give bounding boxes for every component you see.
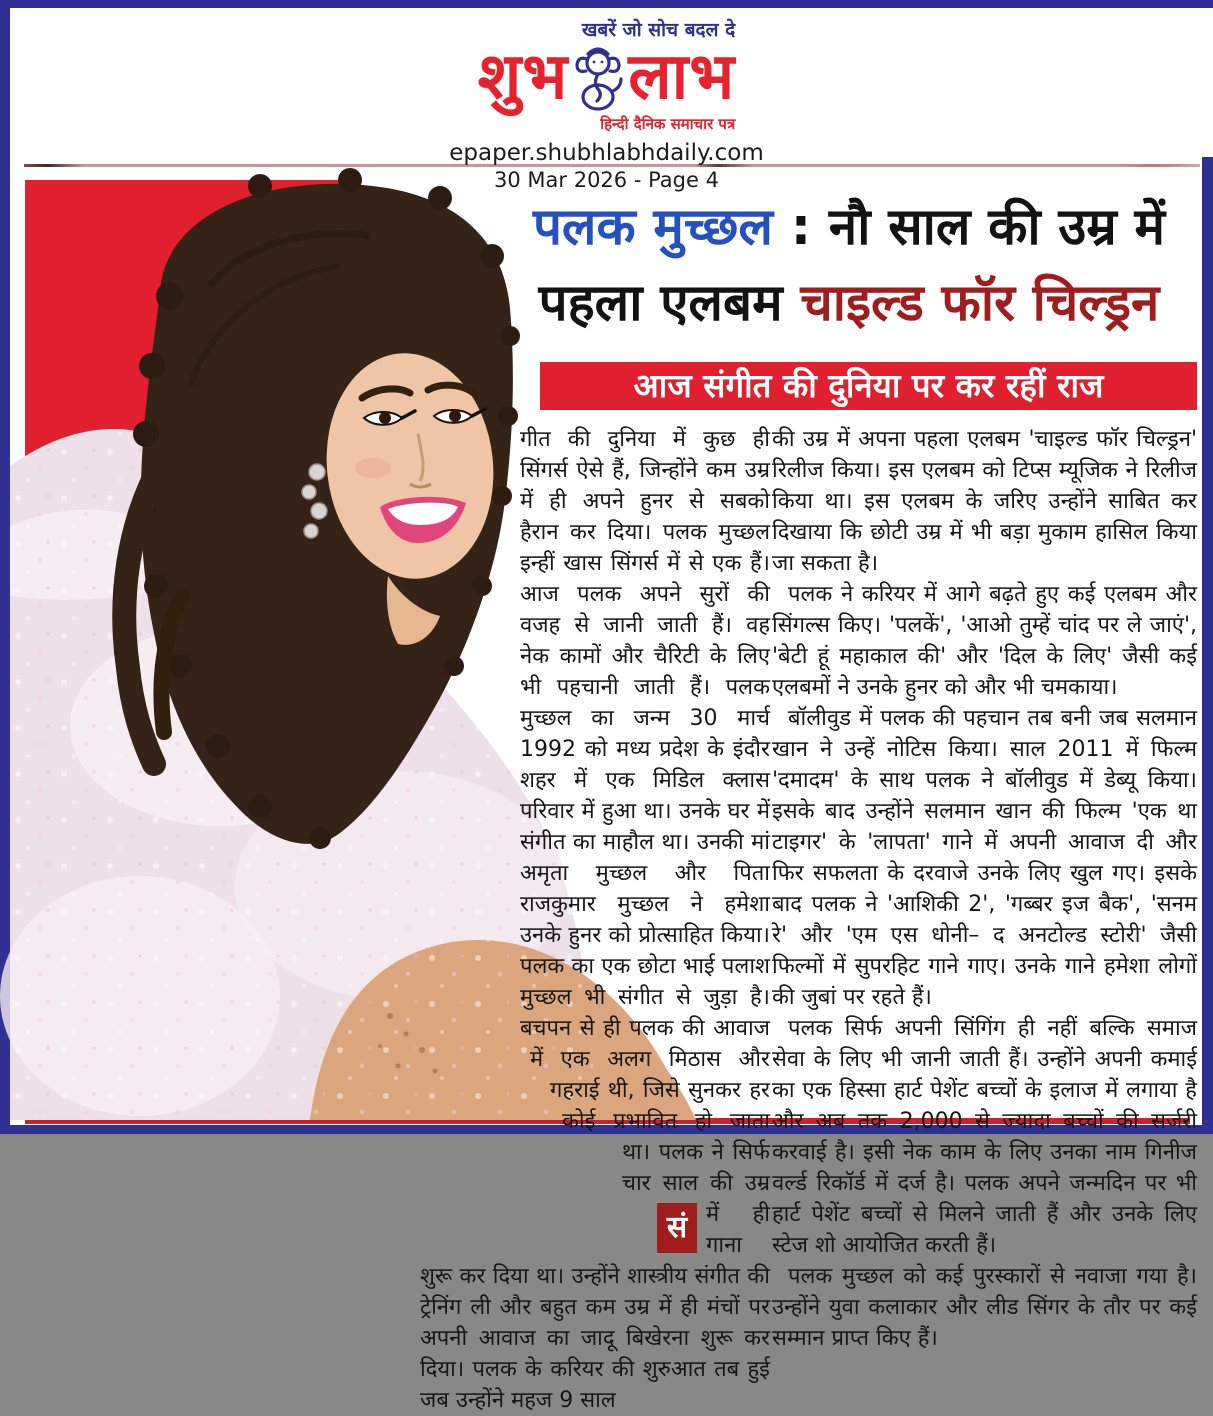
headline-line1-rest: नौ साल की उम्र में bbox=[828, 198, 1166, 257]
text-wrap-spacer bbox=[420, 982, 507, 1013]
text-wrap-spacer bbox=[420, 920, 470, 951]
text-wrap-spacer bbox=[420, 424, 520, 486]
text-wrap-spacer bbox=[420, 672, 435, 703]
headline-separator: : bbox=[773, 198, 829, 257]
text-wrap-spacer bbox=[420, 951, 497, 982]
text-wrap-spacer bbox=[420, 827, 463, 858]
text-wrap-spacer bbox=[420, 765, 440, 796]
article-paragraph: पलक सिर्फ अपनी सिंगिंग ही नहीं बल्कि समाज सेवा के लिए भी जानी जाती हैं। उन्होंने अपनी कमाई का एक हिस्सा हार्ट पेशेंट बच्चों के इलाज में लगाया है और अब तक 2,000 से ज्यादा बच्चों की सर्जरी करवाई है। इसी नेक काम के लिए उनका नाम गिनीज वर्ल्ड रिकॉर्ड में दर्ज है। पलक अपने जन्मदिन पर भी हार्ट पेशेंट बच्चों से मिलने जाती हैं और उनके लिए स्टेज शो आयोजित करती हैं। bbox=[772, 1016, 1197, 1258]
text-wrap-spacer bbox=[420, 796, 447, 827]
text-wrap-spacer bbox=[420, 610, 440, 641]
article-paragraph: पलक मुच्छल को कई पुरस्कारों से नवाजा गया है। उन्होंने युवा कलाकार और लीड सिंगर के तौर पर कई सम्मान प्राप्त किए हैं। bbox=[772, 1264, 1197, 1351]
column-1-text: गीत की दुनिया में कुछ ही सिंगर्स ऐसे हैं, जिन्होंने कम उम्र में ही अपने हुनर से सबको हैरान कर दिया। पलक मुच्छल इन्हीं खास सिंगर्स में से एक हैं। आज पलक अपने सुरों की वजह से जानी जाती हैं। वह नेक कामों और चैरिटी के लिए भी पहचानी जाती हैं। पलक मुच्छल का जन्म 30 मार्च 1992 को मध्य प्रदेश के इंदौर शहर में एक मिडिल क्लास परिवार में हुआ था। उनके घर में संगीत का माहौल था। उनकी मां अमृता मुच्छल और पिता राजकुमार मुच्छल ने हमेशा उनके हुनर को प्रोत्साहित किया। पलक का एक छोटा भाई पलाश मुच्छल भी संगीत से जुड़ा है। बचपन से ही पलक की आवाज में एक अलग मिठास और गहराई थी, जिसे सुनकर हर कोई प्रभावित हो जाता था। पलक ने सिर्फ चार साल की उम्र में ही गाना शुरू कर दिया था। उन्होंने शास्त्रीय संगीत की ट्रेनिंग ली और बहुत कम उम्र में ही मंचों पर अपनी आवाज का जादू बिखेरना शुरू कर दिया। पलक के करियर की शुरुआत तब हुई जब उन्होंने महज 9 साल bbox=[420, 427, 770, 1413]
text-wrap-spacer bbox=[420, 1137, 554, 1168]
text-wrap-spacer bbox=[420, 1075, 550, 1106]
article-body bbox=[420, 424, 1200, 1413]
logo-subtitle: हिन्दी दैनिक समाचार पत्र bbox=[600, 115, 736, 133]
headline-line2-black: पहला एलबम bbox=[538, 274, 801, 333]
text-wrap-spacer bbox=[420, 641, 421, 672]
text-wrap-spacer bbox=[420, 579, 477, 610]
text-wrap-spacer bbox=[420, 548, 455, 579]
logo-row bbox=[477, 40, 736, 115]
headline-name: पलक मुच्छल bbox=[532, 198, 774, 257]
headline-line-2 bbox=[498, 266, 1200, 342]
article-paragraph: बॉलीवुड में पलक की पहचान तब बनी जब सलमान खान ने उन्हें नोटिस किया। साल 2011 में फिल्म 'दमादम' के साथ पलक ने बॉलीवुड में डेब्यू किया। इसके बाद उन्होंने सलमान खान की फिल्म 'एक था टाइगर' के 'लापता' गाने में अपनी आवाज दी और फिर सफलता के दरवाजे उनके लिए खुल गए। इसके बाद पलक ने 'आशिकी 2', 'गब्बर इज बैक', 'सनम रे' और 'एम एस धोनी– द अनटोल्ड स्टोरी' जैसी फिल्मों में सुपरहिट गाने गाए। उनके गाने हमेशा लोगों की जुबां पर रहते हैं। bbox=[772, 706, 1197, 1010]
text-wrap-spacer bbox=[420, 1044, 530, 1075]
top-border-bar bbox=[0, 0, 1213, 8]
article-paragraph: की उम्र में अपना पहला एलबम 'चाइल्ड फॉर चिल्ड्रन' रिलीज किया। इस एलबम को टिप्स म्यूजिक ने रिलीज किया था। इस एलबम के जरिए उन्होंने साबित कर दिखाया कि छोटी उम्र में भी बड़ा मुकाम हासिल किया जा सकता है। bbox=[772, 427, 1197, 576]
article-column-1 bbox=[420, 424, 770, 1413]
newspaper-logo bbox=[478, 16, 735, 134]
text-wrap-spacer bbox=[420, 1013, 520, 1044]
subheadline-band: आज संगीत की दुनिया पर कर रहीं राज bbox=[540, 362, 1197, 410]
drop-cap: सं bbox=[657, 1203, 697, 1253]
text-wrap-spacer bbox=[420, 486, 425, 517]
ganesh-icon bbox=[571, 43, 625, 113]
headline-album-name: चाइल्ड फॉर चिल्ड्रन bbox=[800, 274, 1160, 333]
text-wrap-spacer bbox=[420, 517, 428, 548]
masthead bbox=[0, 8, 1213, 192]
article-column-2 bbox=[772, 424, 1197, 1354]
text-wrap-spacer bbox=[420, 1199, 657, 1230]
date-page-label: 30 Mar 2026 - Page 4 bbox=[494, 168, 719, 193]
logo-word-labh: लाभ bbox=[628, 40, 736, 115]
text-wrap-spacer bbox=[420, 1106, 562, 1137]
article-headline bbox=[498, 190, 1200, 342]
article-paragraph: पलक ने करियर में आगे बढ़ते हुए कई एलबम और सिंगल्स किए। 'पलकें', 'आओ तुम्हें चांद पर ले जाएं', 'बेटी हूं महाकाल की' और 'दिल के लिए' जैसी कई एलबमों ने उनके हुनर को और भी चमकाया। bbox=[772, 582, 1197, 700]
logo-tagline: खबरें जो सोच बदल दे bbox=[581, 19, 736, 41]
text-wrap-spacer bbox=[420, 889, 480, 920]
headline-line-1 bbox=[498, 190, 1200, 266]
text-wrap-spacer bbox=[420, 858, 475, 889]
epaper-url: epaper.shubhlabhdaily.com bbox=[449, 140, 764, 166]
text-wrap-spacer bbox=[420, 1168, 622, 1199]
text-wrap-spacer bbox=[420, 703, 448, 734]
logo-word-shubh: शुभ bbox=[477, 40, 569, 115]
right-border-bar bbox=[1202, 157, 1213, 1134]
text-wrap-spacer bbox=[420, 734, 460, 765]
